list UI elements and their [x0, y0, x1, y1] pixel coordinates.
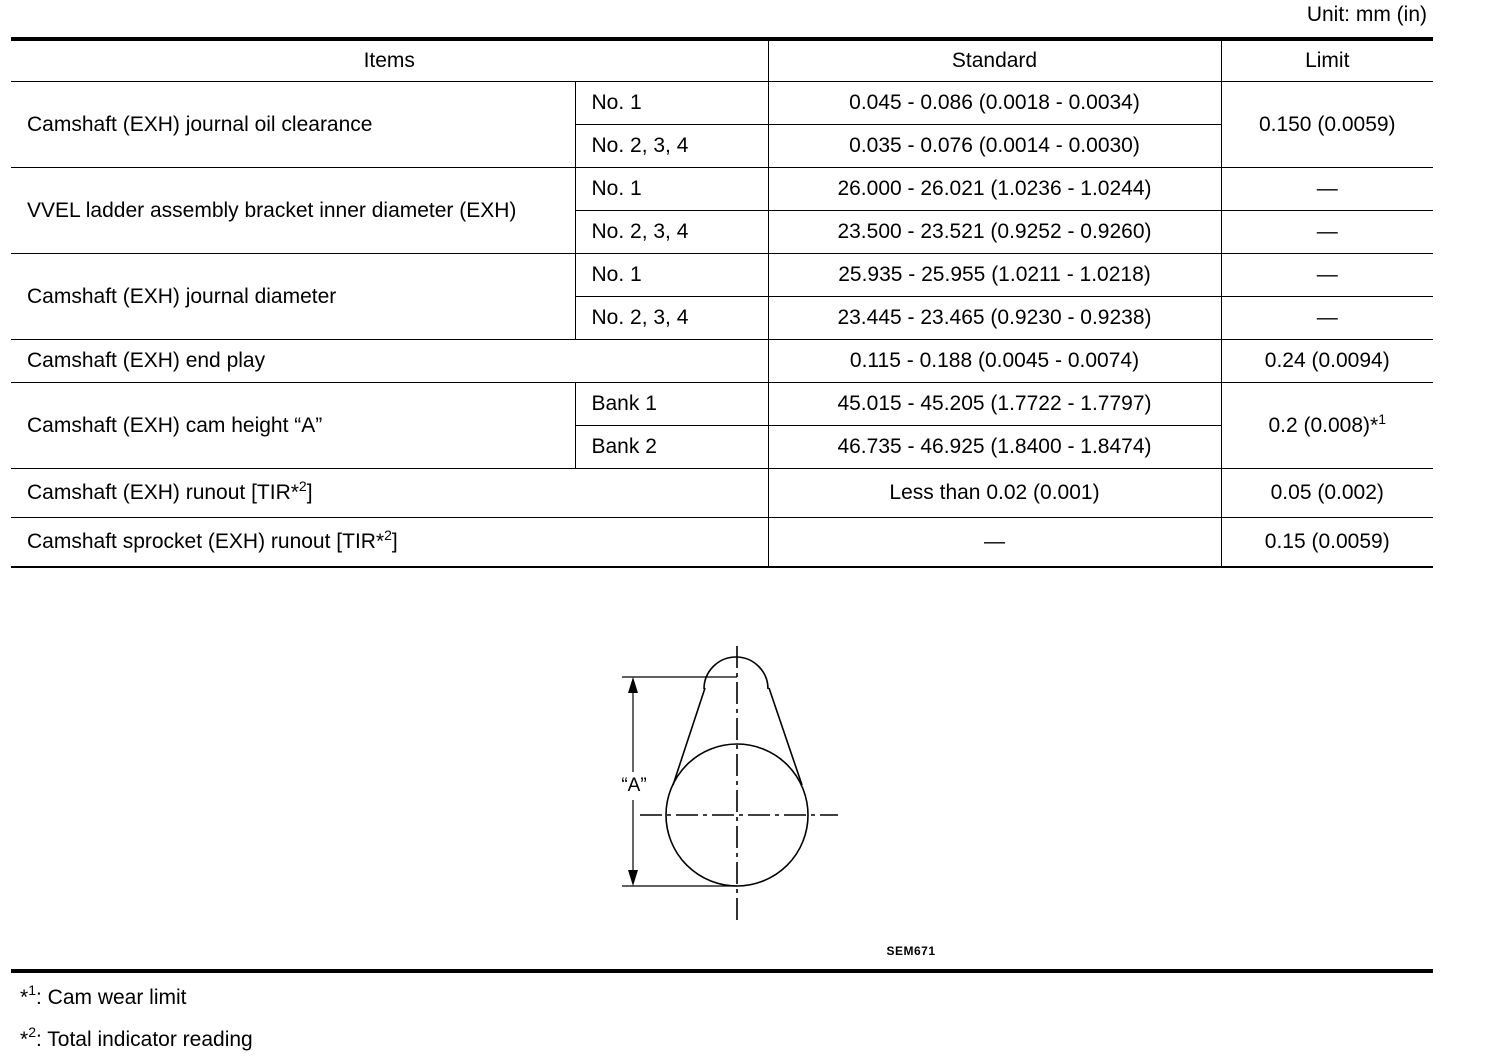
limit-value: —	[1221, 254, 1433, 297]
sub-no1: No. 1	[575, 168, 768, 211]
footnote-text: : Total indicator reading	[35, 1028, 253, 1051]
limit-value: —	[1221, 168, 1433, 211]
divider	[11, 969, 1433, 973]
footnote-ref: 2	[384, 527, 392, 543]
sub-no1: No. 1	[575, 82, 768, 125]
footnote-ref: 1	[1378, 410, 1387, 427]
item-text: Camshaft (EXH) runout [TIR*	[27, 481, 299, 504]
table-row	[11, 82, 1433, 125]
item-sprocket-runout	[11, 518, 768, 568]
item-text-tail: ]	[391, 530, 398, 553]
cam-flank-right	[769, 688, 802, 785]
footnote-number: 1	[28, 982, 36, 998]
standard-value: 0.035 - 0.076 (0.0014 - 0.0030)	[768, 125, 1221, 168]
table-row	[11, 469, 1433, 518]
arrow-down	[628, 870, 638, 886]
footnote-1	[20, 982, 187, 1011]
standard-value: 25.935 - 25.955 (1.0211 - 1.0218)	[768, 254, 1221, 297]
limit-text: 0.2 (0.008)*	[1268, 413, 1379, 437]
standard-value: 0.045 - 0.086 (0.0018 - 0.0034)	[768, 82, 1221, 125]
table-row	[11, 254, 1433, 297]
limit-value: —	[1221, 211, 1433, 254]
cam-flank-left	[673, 688, 705, 785]
dimension-label: “A”	[621, 775, 647, 796]
unit-label: Unit: mm (in)	[1306, 3, 1427, 26]
standard-value: 45.015 - 45.205 (1.7722 - 1.7797)	[768, 383, 1221, 426]
footnote-mark: *	[20, 986, 29, 1009]
standard-value: 0.115 - 0.188 (0.0045 - 0.0074)	[768, 340, 1221, 383]
sub-no1: No. 1	[575, 254, 768, 297]
footnote-ref: 2	[298, 478, 307, 494]
header-limit: Limit	[1221, 39, 1433, 82]
item-text: Camshaft sprocket (EXH) runout [TIR*	[27, 530, 385, 553]
item-vvel-bracket: VVEL ladder assembly bracket inner diameter (EXH)	[11, 168, 575, 254]
sub-bank2: Bank 2	[575, 426, 768, 469]
arrow-up	[628, 677, 638, 693]
limit-value: 0.150 (0.0059)	[1221, 82, 1433, 168]
footnote-number: 2	[28, 1024, 36, 1040]
camshaft-spec-table	[11, 37, 1433, 568]
standard-value: 46.735 - 46.925 (1.8400 - 1.8474)	[768, 426, 1221, 469]
table-row	[11, 168, 1433, 211]
item-runout	[11, 469, 768, 518]
limit-value: —	[1221, 297, 1433, 340]
sub-no234: No. 2, 3, 4	[575, 297, 768, 340]
table-row	[11, 383, 1433, 426]
footnote-text: : Cam wear limit	[35, 986, 187, 1009]
figure-code: SEM671	[886, 944, 936, 958]
item-end-play: Camshaft (EXH) end play	[11, 340, 768, 383]
cam-nose	[704, 657, 768, 689]
item-journal-diameter: Camshaft (EXH) journal diameter	[11, 254, 575, 340]
cam-height-diagram	[600, 640, 860, 930]
item-cam-height: Camshaft (EXH) cam height “A”	[11, 383, 575, 469]
standard-value: 23.500 - 23.521 (0.9252 - 0.9260)	[768, 211, 1221, 254]
footnote-mark: *	[20, 1028, 29, 1051]
limit-value: 0.24 (0.0094)	[1221, 340, 1433, 383]
sub-bank1: Bank 1	[575, 383, 768, 426]
header-items: Items	[11, 39, 768, 82]
limit-value: 0.15 (0.0059)	[1221, 518, 1433, 568]
table-row	[11, 518, 1433, 568]
limit-value	[1221, 383, 1433, 469]
standard-value: 26.000 - 26.021 (1.0236 - 1.0244)	[768, 168, 1221, 211]
standard-value: —	[768, 518, 1221, 568]
limit-value: 0.05 (0.002)	[1221, 469, 1433, 518]
item-journal-oil-clearance: Camshaft (EXH) journal oil clearance	[11, 82, 575, 168]
item-text-tail: ]	[306, 481, 313, 504]
footnote-2	[20, 1024, 253, 1053]
table-header-row	[11, 39, 1433, 82]
header-standard: Standard	[768, 39, 1221, 82]
sub-no234: No. 2, 3, 4	[575, 211, 768, 254]
table-row	[11, 340, 1433, 383]
sub-no234: No. 2, 3, 4	[575, 125, 768, 168]
standard-value: 23.445 - 23.465 (0.9230 - 0.9238)	[768, 297, 1221, 340]
standard-value: Less than 0.02 (0.001)	[768, 469, 1221, 518]
